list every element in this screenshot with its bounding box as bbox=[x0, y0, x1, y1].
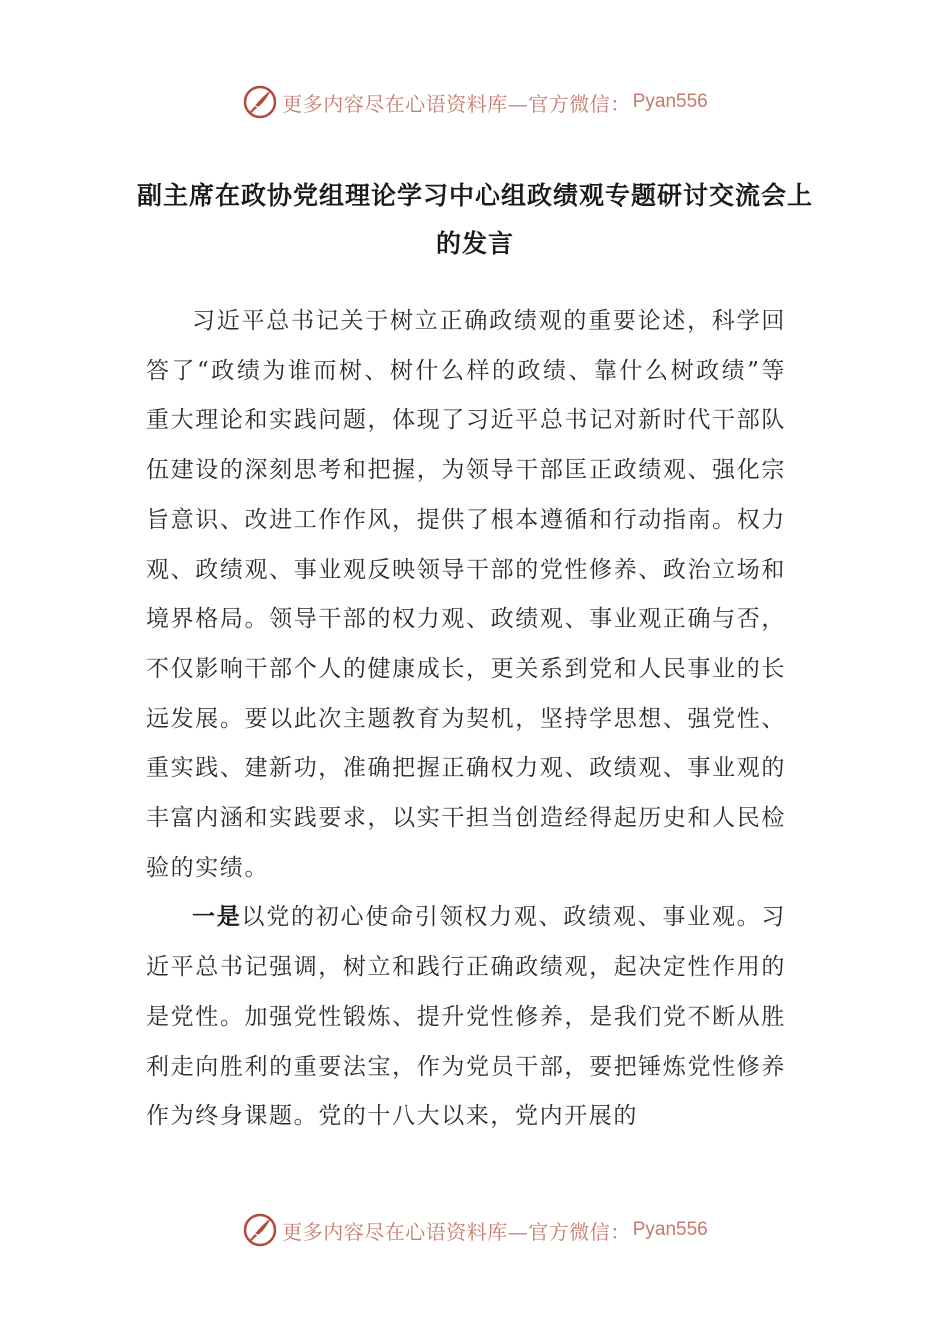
paragraph-point-one bbox=[146, 893, 786, 1142]
footer-banner-text: 更多内容尽在心语资料库—官方微信： bbox=[282, 1219, 631, 1244]
paragraph-point-one-lead: 一是 bbox=[192, 904, 242, 931]
document-body bbox=[146, 297, 786, 1142]
quill-pen-logo-icon bbox=[242, 84, 278, 120]
paragraph-point-one-text: 以党的初心使命引领权力观、政绩观、事业观。习近平总书记强调，树立和践行正确政绩观，起决定性作用的是党性。加强党性锻炼、提升党性修养，是我们党不断从胜利走向胜利的重要法宝，作为党员干部，要把锤炼党性修养作为终身课题。党的十八大以来，党内开展的 bbox=[146, 904, 786, 1130]
quill-pen-logo-icon bbox=[242, 1212, 278, 1248]
footer-banner-handle: Pyan556 bbox=[632, 1219, 708, 1240]
paragraph-intro: 习近平总书记关于树立正确政绩观的重要论述，科学回答了“政绩为谁而树、树什么样的政绩、靠什么树政绩”等重大理论和实践问题，体现了习近平总书记对新时代干部队伍建设的深刻思考和把握，为领导干部匡正政绩观、强化宗旨意识、改进工作作风，提供了根本遵循和行动指南。权力观、政绩观、事业观反映领导干部的党性修养、政治立场和境界格局。领导干部的权力观、政绩观、事业观正确与否，不仅影响干部个人的健康成长，更关系到党和人民事业的长远发展。要以此次主题教育为契机，坚持学思想、强党性、重实践、建新功，准确把握正确权力观、政绩观、事业观的丰富内涵和实践要求，以实干担当创造经得起历史和人民检验的实绩。 bbox=[146, 308, 786, 881]
header-banner-text: 更多内容尽在心语资料库—官方微信： bbox=[282, 91, 631, 116]
footer-watermark-banner bbox=[0, 1208, 950, 1252]
document-title: 副主席在政协党组理论学习中心组政绩观专题研讨交流会上的发言 bbox=[136, 181, 813, 258]
header-watermark-banner bbox=[0, 80, 950, 124]
header-banner-handle: Pyan556 bbox=[632, 91, 708, 112]
